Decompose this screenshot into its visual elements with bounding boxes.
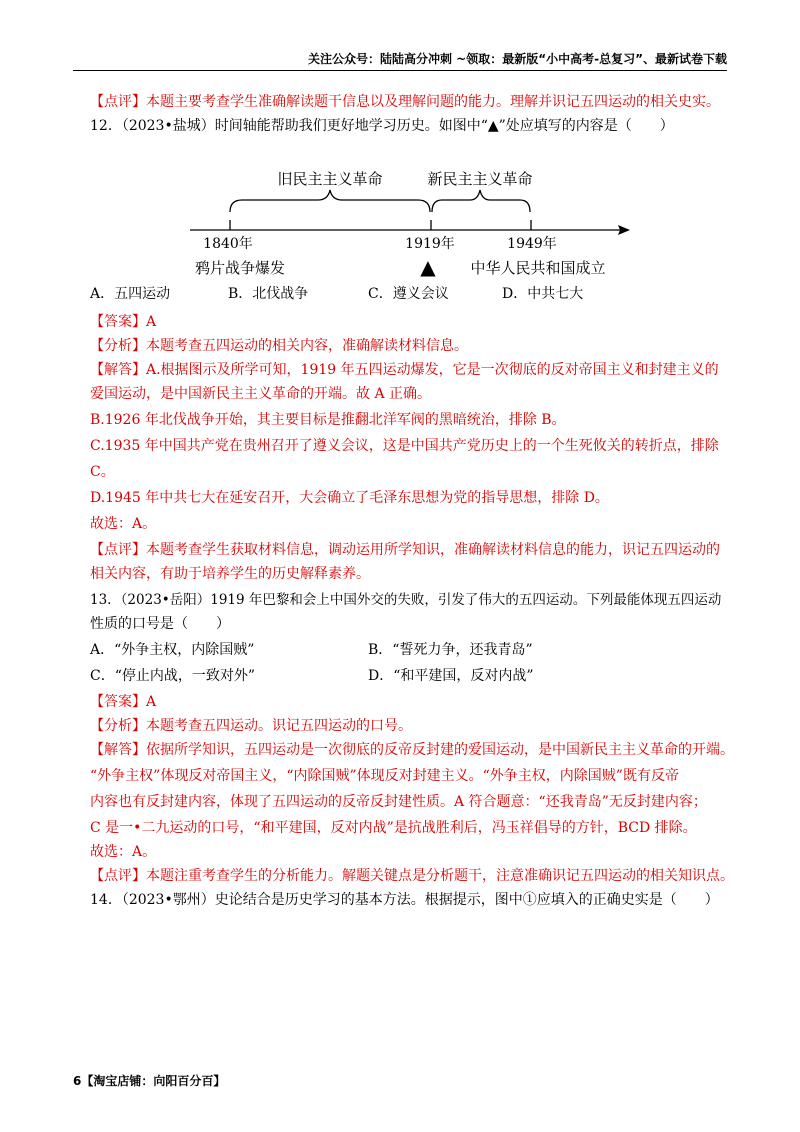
q12-solution-line-7: 故选：A。 <box>90 516 157 532</box>
event-triangle: ▲ <box>420 255 436 279</box>
q13-solution-line-4: C 是一•二九运动的口号，“和平建国，反对内战”是抗战胜利后，冯玉祥倡导的方针，BCD 排除。 <box>90 820 697 836</box>
page-footer: 6【淘宝店铺：向阳百分百】 <box>73 1074 226 1088</box>
q13-option-c: C．“停止内战，一致对外” <box>90 668 256 684</box>
q13-analysis: 【分析】本题考查五四运动。识记五四运动的口号。 <box>90 718 412 734</box>
q12-option-a: A．五四运动 <box>90 286 171 302</box>
q12-option-d: D．中共七大 <box>502 286 584 302</box>
brace-right <box>432 190 530 212</box>
q12-solution-line-1: 【解答】A.根据图示及所学可知，1919 年五四运动爆发，它是一次彻底的反对帝国主义和封建主义的 <box>90 362 719 378</box>
q13-option-d: D．“和平建国，反对内战” <box>368 668 534 684</box>
q12-comment-line-1: 【点评】本题考查学生获取材料信息，调动运用所学知识，准确解读材料信息的能力，识记五四运动的 <box>90 542 720 558</box>
q13-solution-line-1: 【解答】依据所学知识，五四运动是一次彻底的反帝反封建的爱国运动，是中国新民主主义革命的开端。 <box>90 742 734 758</box>
q14-stem: 14．（2023•鄂州）史论结合是历史学习的基本方法。根据提示，图中①应填入的正确史实是（ ） <box>90 892 719 908</box>
q12-comment-line-2: 相关内容，有助于培养学生的历史解释素养。 <box>90 566 370 582</box>
brace-left-label: 旧民主主义革命 <box>277 170 383 188</box>
q12-solution-line-5: C。 <box>90 464 115 480</box>
year-1919: 1919年 <box>405 236 455 252</box>
event-prc-founding: 中华人民共和国成立 <box>470 259 606 277</box>
q12-stem: 12．（2023•盐城）时间轴能帮助我们更好地学习历史。如图中“▲”处应填写的内容是（ ） <box>90 118 674 134</box>
header-rule <box>73 70 727 71</box>
q13-option-b: B．“誓死力争，还我青岛” <box>368 642 533 658</box>
q12-answer: 【答案】A <box>90 314 157 330</box>
q12-solution-line-2: 爱国运动，是中国新民主主义革命的开端。故 A 正确。 <box>90 386 432 402</box>
q12-solution-line-3: B.1926 年北伐战争开始，其主要目标是推翻北洋军阀的黑暗统治，排除 B。 <box>90 412 566 428</box>
q13-solution-line-3: 内容也有反封建内容，体现了五四运动的反帝反封建性质。A 符合题意：“还我青岛”无反封建内容； <box>90 794 707 810</box>
q12-solution-line-6: D.1945 年中共七大在延安召开，大会确立了毛泽东思想为党的指导思想，排除 D。 <box>90 490 609 506</box>
q13-comment: 【点评】本题注重考查学生的分析能力。解题关键点是分析题干，注意准确识记五四运动的相关知识点。 <box>90 868 734 884</box>
timeline-figure <box>180 160 640 285</box>
q12-option-b: B．北伐战争 <box>228 286 309 302</box>
q13-stem-line-1: 13．（2023•岳阳）1919 年巴黎和会上中国外交的失败，引发了伟大的五四运动。下列最能体现五四运动 <box>90 592 722 608</box>
q13-solution-line-2: “外争主权”体现反对帝国主义，“内除国贼”体现反对封建主义。“外争主权，内除国贼”既有反帝 <box>90 768 679 784</box>
q12-solution-line-4: C.1935 年中国共产党在贵州召开了遵义会议，这是中国共产党历史上的一个生死攸关的转折点，排除 <box>90 438 719 454</box>
q13-solution-line-5: 故选：A。 <box>90 844 157 860</box>
brace-left <box>230 190 430 212</box>
q12-option-c: C．遵义会议 <box>368 286 449 302</box>
q13-stem-line-2: 性质的口号是（ ） <box>90 616 230 632</box>
q12-analysis: 【分析】本题考查五四运动的相关内容，准确解读材料信息。 <box>90 338 468 354</box>
q11-comment: 【点评】本题主要考查学生准确解读题干信息以及理解问题的能力。理解并识记五四运动的相关史实。 <box>90 94 720 110</box>
brace-right-label: 新民主主义革命 <box>427 170 533 188</box>
page-header: 关注公众号：陆陆高分冲刺 ~领取：最新版“小中高考-总复习”、最新试卷下载 <box>308 52 727 66</box>
q13-option-a: A．“外争主权，内除国贼” <box>90 642 255 658</box>
q13-answer: 【答案】A <box>90 694 157 710</box>
year-1840: 1840年 <box>203 236 253 252</box>
year-1949: 1949年 <box>507 236 557 252</box>
event-opium-war: 鸦片战争爆发 <box>194 259 286 277</box>
